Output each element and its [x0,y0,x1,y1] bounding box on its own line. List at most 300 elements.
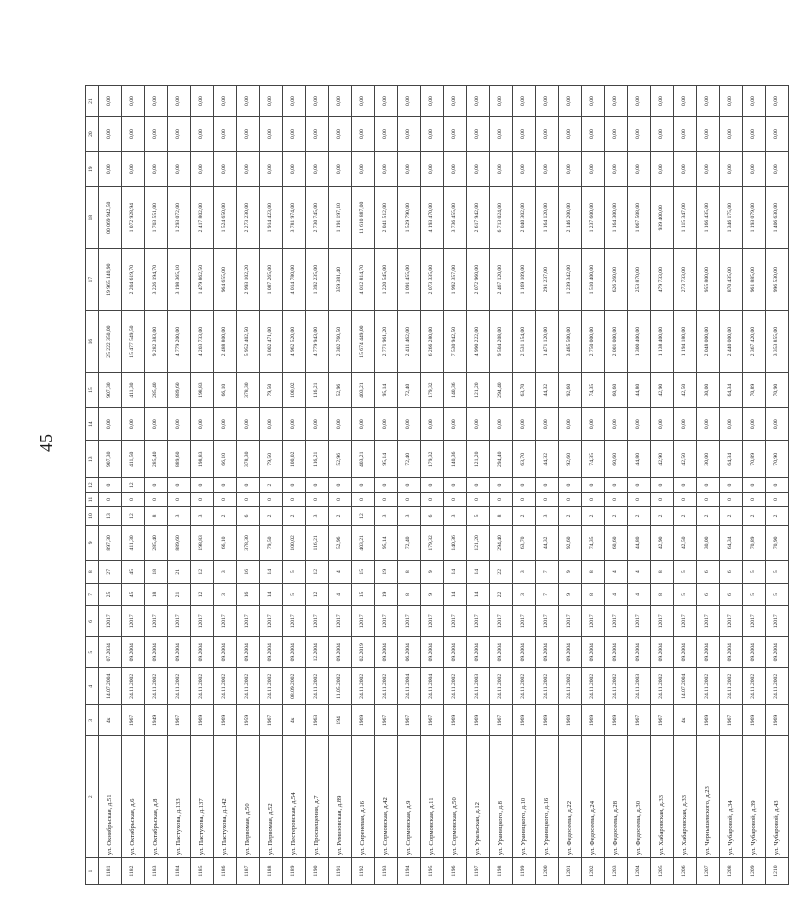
table-cell: 0,00 [513,117,536,152]
table-cell: 12017 [306,606,329,637]
table-cell: 15 [352,583,375,606]
table-cell: 4к [99,705,122,736]
table-cell: 24.11.2002 [375,668,398,705]
table-cell: 0,00 [283,117,306,152]
table-cell: 0,00 [536,86,559,117]
table-cell: 70,89 [743,373,766,408]
table-cell: 1963 [306,705,329,736]
table-cell: 253 870,00 [628,249,651,311]
table-cell: 291 237,00 [536,249,559,311]
table-cell: 12017 [191,606,214,637]
table-cell: 4 193 470,00 [421,187,444,249]
table-cell: 19 965 140,90 [99,249,122,311]
table-cell: 1188 [260,858,283,885]
table-cell: 09.2004 [122,637,145,668]
table-cell: 1202 [582,858,605,885]
table-cell: 1187 [237,858,260,885]
table-cell: 19 [375,560,398,583]
table-cell: 1969 [214,705,237,736]
table-cell: 0,00 [375,86,398,117]
table-cell: 2 040 302,00 [513,187,536,249]
table-cell: 0,00 [260,117,283,152]
table-cell: 0,00 [145,408,168,441]
address-cell: ул. Ремизовская, д.89 [329,736,352,858]
table-cell: 0 [145,478,168,492]
table-cell: 30,00 [697,373,720,408]
table-cell: 2 [674,507,697,526]
table-cell: 63,70 [513,373,536,408]
table-cell: 0 [536,492,559,506]
table-cell: 1206 [674,858,697,885]
table-cell: 1969 [766,705,789,736]
table-cell: 2 440 000,00 [720,311,743,373]
column-header: 7 [86,583,99,606]
table-cell: 64,34 [720,373,743,408]
table-cell: 0,00 [766,408,789,441]
table-cell: 09.2004 [628,637,651,668]
table-cell: 0,00 [697,86,720,117]
table-cell: 24.11.2002 [559,668,582,705]
table-cell: 09.2004 [467,637,490,668]
table-cell: 12017 [674,606,697,637]
table-cell: 0,00 [214,117,237,152]
table-cell: 09.2004 [766,637,789,668]
table-cell: 0,00 [674,117,697,152]
table-cell: 0,00 [651,117,674,152]
table-cell: 1192 [352,858,375,885]
table-cell: 12017 [260,606,283,637]
table-cell: 9 282 383,00 [145,311,168,373]
table-cell: 1 115 347,00 [674,187,697,249]
table-cell: 0,00 [444,86,467,117]
table-cell: 3 781 974,00 [283,187,306,249]
table-row [651,86,674,885]
table-cell: 1205 [651,858,674,885]
table-cell: 0,00 [513,86,536,117]
table-cell: 0,00 [467,117,490,152]
table-cell: 955 800,00 [697,249,720,311]
table-cell: 02.2019 [352,637,375,668]
table-cell: 2 [605,507,628,526]
table-cell: 12 [191,583,214,606]
table-cell: 12017 [398,606,421,637]
table-cell: 3 002 471,00 [260,311,283,373]
table-row [237,86,260,885]
table-row [559,86,582,885]
table-cell: 1967 [490,705,513,736]
table-cell: 4 [628,560,651,583]
address-cell: ул. Федосеева, д.28 [605,736,628,858]
table-cell: 0 [237,478,260,492]
table-cell: 8 [398,583,421,606]
table-cell: 2 [559,507,582,526]
table-cell: 12017 [375,606,398,637]
table-cell: 0,00 [352,408,375,441]
table-cell: 6 266 280,00 [421,311,444,373]
table-cell: 0 [582,492,605,506]
table-cell: 42,50 [674,525,697,560]
table-cell: 0,00 [559,117,582,152]
table-cell: 74,35 [582,525,605,560]
table-cell: 0 [444,492,467,506]
table-row [306,86,329,885]
address-cell: ул. Первомая, д.50 [237,736,260,858]
table-cell: 0,00 [766,117,789,152]
table-cell: 24.11.2004 [421,668,444,705]
column-header: 9 [86,525,99,560]
table-row [214,86,237,885]
table-cell: 0,00 [605,152,628,187]
table-cell: 294,40 [490,441,513,478]
table-cell: 09.2004 [421,637,444,668]
table-cell: 294,40 [490,525,513,560]
table-cell: 1194 [398,858,421,885]
table-cell: 0,00 [605,117,628,152]
table-cell: 72,40 [398,525,421,560]
table-cell: 0,00 [214,86,237,117]
table-cell: 0 [214,478,237,492]
table-cell: 12017 [720,606,743,637]
table-cell: 5 [766,560,789,583]
table-cell: 0 [513,478,536,492]
table-row [605,86,628,885]
table-cell: 4 [605,583,628,606]
table-cell: 0,00 [237,152,260,187]
table-cell: 0,00 [306,408,329,441]
column-header: 6 [86,606,99,637]
table-row [145,86,168,885]
table-cell: 21 [168,560,191,583]
table-row [467,86,490,885]
table-cell: 1 166 435,00 [697,187,720,249]
table-cell: 3 353 855,00 [766,311,789,373]
table-cell: 14.07.2004 [99,668,122,705]
table-cell: 79,50 [260,373,283,408]
table-cell: 1186 [214,858,237,885]
table-row [582,86,605,885]
table-cell: 0,00 [490,86,513,117]
address-cell: ул. Хабаровская, д.33 [651,736,674,858]
table-cell: 0 [490,492,513,506]
table-cell: 2 001 000,00 [605,311,628,373]
table-cell: 2 [214,507,237,526]
table-cell: 7 [536,560,559,583]
table-cell: 116,21 [306,441,329,478]
table-cell: 22 [490,560,513,583]
table-row [375,86,398,885]
table-cell: 0 [99,478,122,492]
table-cell: 0,00 [306,117,329,152]
table-cell: 1203 [605,858,628,885]
table-cell: 72,40 [398,441,421,478]
table-cell: 42,50 [674,441,697,478]
table-cell: 8 [651,560,674,583]
table-cell: 0 [674,478,697,492]
table-cell: 24.11.2002 [743,668,766,705]
table-cell: 0,00 [536,152,559,187]
table-cell: 0,00 [237,408,260,441]
table-cell: 92,60 [559,373,582,408]
table-cell: 4 [628,583,651,606]
table-cell: 1 164 120,00 [536,187,559,249]
table-cell: 0,00 [237,86,260,117]
table-cell: 44,80 [628,373,651,408]
table-cell: 1967 [122,705,145,736]
table-cell: 1 524 650,00 [214,187,237,249]
table-cell: 12017 [168,606,191,637]
table-cell: 0,00 [214,152,237,187]
table-cell: 0 [375,492,398,506]
table-cell: 15 477 549,50 [122,311,145,373]
table-cell: 0 [191,478,214,492]
table-cell: 2 [720,507,743,526]
table-cell: 2 411 462,00 [398,311,421,373]
table-cell: 4к [283,705,306,736]
table-cell: 72,40 [398,373,421,408]
table-cell: 2 531 154,00 [513,311,536,373]
table-cell: 411,30 [122,373,145,408]
table-cell: 0,00 [99,86,122,117]
address-cell: ул. Ураницкого, д.16 [536,736,559,858]
table-cell: 1 194 180,00 [674,311,697,373]
table-cell: 0,00 [628,117,651,152]
column-header: 1 [86,858,99,885]
table-cell: 1967 [375,705,398,736]
table-cell: 27 [99,560,122,583]
table-cell: 42,90 [651,525,674,560]
table-cell: 285,40 [145,525,168,560]
table-cell: 1 193 079,00 [743,187,766,249]
table-row [536,86,559,885]
table-cell: 6 [697,560,720,583]
table-cell: 179,32 [421,441,444,478]
table-cell: 1 169 109,00 [513,249,536,311]
table-cell: 15 [352,560,375,583]
table-cell: 0,00 [214,408,237,441]
table-cell: 0,00 [283,152,306,187]
table-cell: 0,00 [444,117,467,152]
address-cell: ул. Октябрьская, д.8 [145,736,168,858]
table-cell: 66,10 [214,525,237,560]
table-cell: 285,40 [145,373,168,408]
table-cell: 4 203 733,00 [191,311,214,373]
table-cell: 198,83 [191,525,214,560]
table-cell: 0 [283,492,306,506]
table-cell: 70,89 [743,441,766,478]
column-header: 2 [86,736,99,858]
table-cell: 09.2004 [720,637,743,668]
table-cell: 5 [674,560,697,583]
table-cell: 0,00 [467,408,490,441]
table-cell: 09.2004 [283,637,306,668]
table-cell: 2 488 800,00 [214,311,237,373]
table-cell: 889,60 [168,441,191,478]
table-cell: 0,00 [283,86,306,117]
table-cell: 0 [651,478,674,492]
table-cell: 0,00 [490,152,513,187]
table-cell: 0,00 [421,117,444,152]
table-row [398,86,421,885]
table-cell: 09.2004 [191,637,214,668]
table-cell: 12017 [99,606,122,637]
table-cell: 1969 [513,705,536,736]
table-cell: 1959 [237,705,260,736]
table-cell: 0 [306,492,329,506]
table-cell: 24.11.2002 [444,668,467,705]
table-cell: 0,00 [329,86,352,117]
table-cell: 1 072 928,94 [122,187,145,249]
table-cell: 1969 [444,705,467,736]
table-cell: 0,00 [145,152,168,187]
table-cell: 0,00 [191,117,214,152]
table-cell: 12017 [214,606,237,637]
table-cell: 870 435,00 [720,249,743,311]
table-cell: 964 655,00 [214,249,237,311]
table-cell: 12017 [444,606,467,637]
table-row [720,86,743,885]
table-cell: 2 073 335,00 [421,249,444,311]
table-cell: 1 471 120,00 [536,311,559,373]
table-cell: 0,00 [513,408,536,441]
table-cell: 889,60 [168,525,191,560]
table-cell: 1195 [421,858,444,885]
table-cell: 9 [421,583,444,606]
table-cell: 13 [99,507,122,526]
table-cell: 60,60 [605,373,628,408]
table-cell: 7 530 942,50 [444,311,467,373]
table-cell: 6 [421,507,444,526]
table-cell: 0,00 [605,408,628,441]
table-cell: 09.2004 [168,637,191,668]
address-cell: ул. Сормовская, д.50 [444,736,467,858]
table-cell: 08.09.2002 [283,668,306,705]
table-cell: 1967 [421,705,444,736]
table-cell: 70,90 [766,441,789,478]
table-cell: 1 529 790,00 [398,187,421,249]
table-cell: 60,60 [605,525,628,560]
table-cell: 09.2004 [605,637,628,668]
table-cell: 2 [260,478,283,492]
table-cell: 44,80 [628,441,651,478]
table-cell: 0 [398,478,421,492]
column-header: 4 [86,668,99,705]
table-cell: 0,00 [329,408,352,441]
table-cell: 403,21 [352,441,375,478]
table-cell: 1 191 197,10 [329,187,352,249]
table-cell: 12017 [582,606,605,637]
table-cell: 09.2004 [582,637,605,668]
table-cell: 0,00 [743,117,766,152]
address-cell: ул. Пастухова, д.137 [191,736,214,858]
table-cell: 0,00 [168,86,191,117]
table-cell: 15 674 449,00 [352,311,375,373]
table-cell: 0,00 [536,117,559,152]
table-cell: 0 [490,478,513,492]
table-cell: 0,00 [628,86,651,117]
table-cell: 907,30 [99,441,122,478]
table-cell: 100,02 [283,373,306,408]
table-cell: 0,00 [743,86,766,117]
table-cell: 1 091 455,00 [398,249,421,311]
table-cell: 0,00 [467,152,490,187]
table-cell: 0,00 [628,408,651,441]
table-cell: 1969 [743,705,766,736]
table-cell: 8 [582,560,605,583]
table-cell: 0,00 [582,408,605,441]
table-cell: 1969 [467,705,490,736]
table-cell: 2 750 000,00 [582,311,605,373]
table-cell: 0,00 [490,117,513,152]
table-cell: 5 [743,560,766,583]
column-header: 20 [86,117,99,152]
table-cell: 4 962 520,00 [283,311,306,373]
table-cell: 8 [651,583,674,606]
table-cell: 09.2004 [490,637,513,668]
table-cell: 0,00 [283,408,306,441]
table-cell: 1184 [168,858,191,885]
table-cell: 09.2004 [697,637,720,668]
table-cell: 0,00 [559,152,582,187]
table-cell: 24.11.2002 [145,668,168,705]
column-header: 11 [86,492,99,506]
table-cell: 0,00 [766,86,789,117]
address-cell: ул. Сормовская, д.9 [398,736,421,858]
table-cell: 9 [421,560,444,583]
table-cell: 24.11.2002 [168,668,191,705]
table-cell: 1191 [329,858,352,885]
table-cell: 198,83 [191,373,214,408]
table-cell: 1197 [467,858,490,885]
table-cell: 1 067 508,00 [628,187,651,249]
table-cell: 939 400,00 [651,187,674,249]
table-row [99,86,122,885]
table-cell: 1967 [398,705,421,736]
column-header: 16 [86,311,99,373]
table-cell: 0 [444,478,467,492]
table-cell: 09.2004 [536,637,559,668]
table-cell: 11.05.2002 [329,668,352,705]
table-cell: 92,60 [559,441,582,478]
table-cell: 0 [421,478,444,492]
table-cell: 0,00 [306,152,329,187]
table-row [191,86,214,885]
table-cell: 1 087 265,00 [260,249,283,311]
table-cell: 66,10 [214,373,237,408]
table-cell: 7 [536,583,559,606]
table-cell: 95,14 [375,441,398,478]
table-cell: 0,00 [674,152,697,187]
table-cell: 63,70 [513,525,536,560]
address-cell: ул. Уральская, д.12 [467,736,490,858]
column-header: 17 [86,249,99,311]
table-cell: 1 237 600,00 [582,187,605,249]
table-cell: 198,83 [191,441,214,478]
table-cell: 0,00 [582,117,605,152]
table-cell: 479 733,00 [651,249,674,311]
table-cell: 179,32 [421,525,444,560]
table-cell: 0,00 [697,117,720,152]
table-cell: 0 [743,492,766,506]
table-cell: 24.11.2003 [467,668,490,705]
table-cell: 1198 [490,858,513,885]
table-cell: 16 [237,583,260,606]
table-cell: 12017 [651,606,674,637]
table-cell: 44,80 [628,525,651,560]
table-cell: 5 [743,583,766,606]
table-cell: 1967 [168,705,191,736]
table-cell: 1969 [697,705,720,736]
table-cell: 06.2004 [398,637,421,668]
